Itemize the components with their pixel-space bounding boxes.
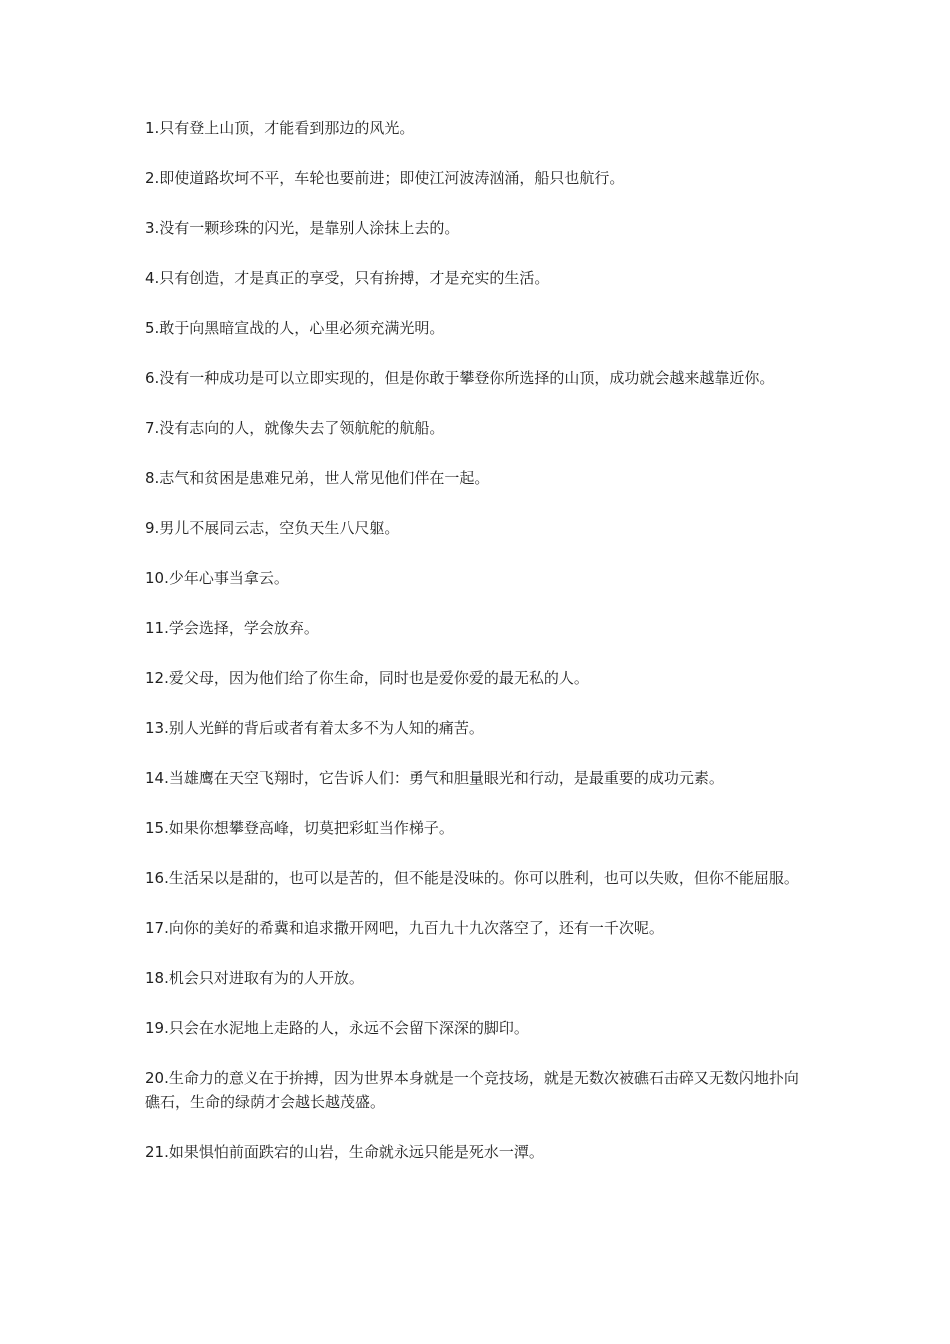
quote-item: 20.生命力的意义在于拚搏，因为世界本身就是一个竞技场，就是无数次被礁石击碎又无数闪地扑向礁石，生命的绿荫才会越长越茂盛。 [145, 1069, 799, 1111]
quote-item: 5.敢于向黑暗宣战的人，心里必须充满光明。 [145, 319, 445, 337]
quote-item: 18.机会只对进取有为的人开放。 [145, 969, 364, 987]
quote-item: 11.学会选择，学会放弃。 [145, 619, 319, 637]
quote-item: 13.别人光鲜的背后或者有着太多不为人知的痛苦。 [145, 719, 484, 737]
quote-item: 15.如果你想攀登高峰，切莫把彩虹当作梯子。 [145, 819, 454, 837]
quote-item: 6.没有一种成功是可以立即实现的，但是你敢于攀登你所选择的山顶，成功就会越来越靠近你。 [145, 369, 775, 387]
quote-list [145, 116, 810, 1164]
quote-item: 7.没有志向的人，就像失去了领航舵的航船。 [145, 419, 445, 437]
quote-item: 19.只会在水泥地上走路的人，永远不会留下深深的脚印。 [145, 1019, 529, 1037]
quote-item: 8.志气和贫困是患难兄弟，世人常见他们伴在一起。 [145, 469, 490, 487]
quote-item: 14.当雄鹰在天空飞翔时，它告诉人们：勇气和胆量眼光和行动，是最重要的成功元素。 [145, 769, 724, 787]
quote-item: 16.生活呆以是甜的，也可以是苦的，但不能是没味的。你可以胜利，也可以失败，但你不能屈服。 [145, 869, 799, 887]
quote-item: 4.只有创造，才是真正的享受，只有拚搏，才是充实的生活。 [145, 269, 550, 287]
quote-item: 17.向你的美好的希冀和追求撒开网吧，九百九十九次落空了，还有一千次呢。 [145, 919, 664, 937]
quote-item: 3.没有一颗珍珠的闪光，是靠别人涂抹上去的。 [145, 219, 460, 237]
quote-item: 21.如果惧怕前面跌宕的山岩，生命就永远只能是死水一潭。 [145, 1143, 544, 1161]
quote-item: 2.即使道路坎坷不平，车轮也要前进；即使江河波涛汹涌，船只也航行。 [145, 169, 625, 187]
quote-item: 1.只有登上山顶，才能看到那边的风光。 [145, 119, 415, 137]
quote-item: 12.爱父母，因为他们给了你生命，同时也是爱你爱的最无私的人。 [145, 669, 589, 687]
quote-item: 10.少年心事当拿云。 [145, 569, 289, 587]
quote-item: 9.男儿不展同云志，空负天生八尺躯。 [145, 519, 400, 537]
